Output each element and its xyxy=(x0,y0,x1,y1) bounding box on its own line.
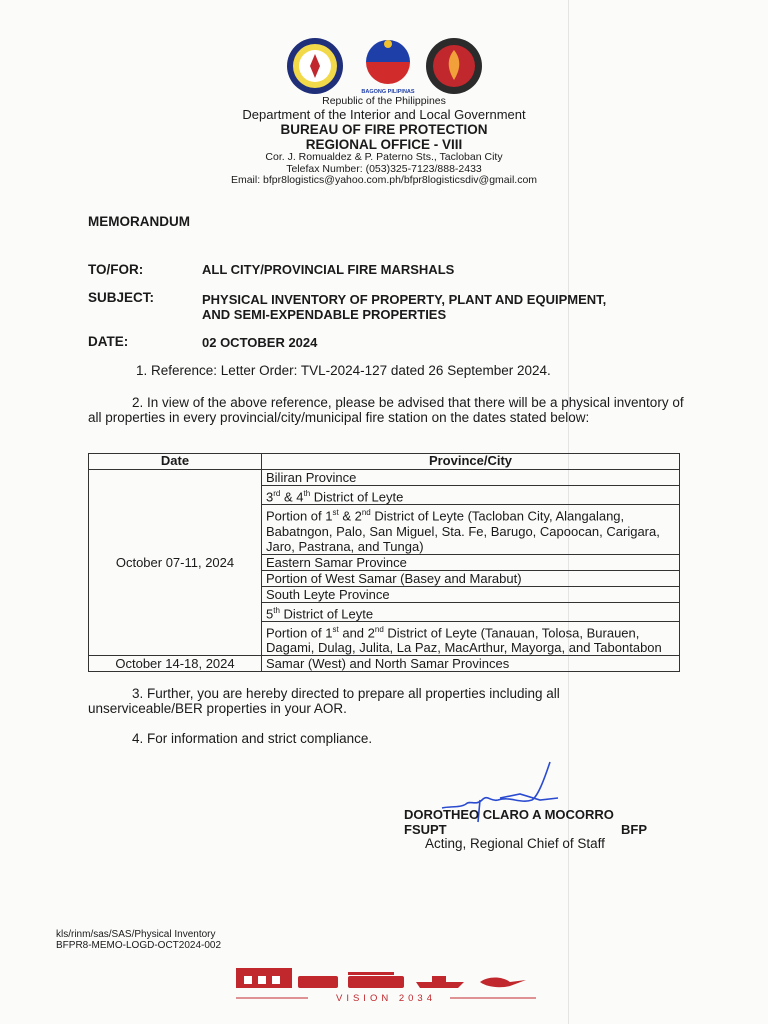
paragraph-2: 2. In view of the above reference, please be advised that there will be a physical inventory of all properties in every provincial/city/municipal fire station on the dates stated below: xyxy=(88,395,684,425)
header-telefax: Telefax Number: (053)325-7123/888-2433 xyxy=(286,163,482,175)
signatory-rank: FSUPT xyxy=(404,822,447,837)
table-cell-date-group-2: October 14-18, 2024 xyxy=(89,656,262,672)
header-department: Department of the Interior and Local Government xyxy=(242,107,526,122)
header-regional-office: REGIONAL OFFICE - VIII xyxy=(305,137,463,152)
svg-text:BAGONG PILIPINAS: BAGONG PILIPINAS xyxy=(361,89,415,95)
table-header-row xyxy=(89,454,680,470)
table-row xyxy=(89,470,680,486)
table-header-date: Date xyxy=(89,454,262,470)
table-cell-province: Portion of 1st and 2nd District of Leyte (Tanauan, Tolosa, Burauen, Dagami, Dulag, Julita, La Paz, MacArthur, Mayorga, and Tabontabon xyxy=(262,621,680,655)
subject-line-2: AND SEMI-EXPENDABLE PROPERTIES xyxy=(202,307,447,322)
to-label: TO/FOR: xyxy=(88,262,144,277)
bagong-pilipinas-logo xyxy=(360,36,418,96)
inventory-schedule-table xyxy=(88,453,680,672)
signatory-name: DOROTHEO CLARO A MOCORRO xyxy=(404,807,614,822)
header-bureau: BUREAU OF FIRE PROTECTION xyxy=(280,122,488,137)
table-row xyxy=(89,656,680,672)
table-cell-province: 5th District of Leyte xyxy=(262,602,680,621)
footnote-reference: kls/rinm/sas/SAS/Physical Inventory xyxy=(56,929,216,940)
header-address: Cor. J. Romualdez & P. Paterno Sts., Tacloban City xyxy=(265,151,503,163)
table-cell-province: Portion of 1st & 2nd District of Leyte (Tacloban City, Alangalang, Babatngon, Palo, San Miguel, Sta. Fe, Barugo, Capoocan, Carigara, Jaro, Pastrana, and Tunga) xyxy=(262,505,680,554)
to-value: ALL CITY/PROVINCIAL FIRE MARSHALS xyxy=(202,262,455,277)
header-logos xyxy=(284,36,484,96)
table-cell-province: 3rd & 4th District of Leyte xyxy=(262,486,680,505)
bfp-seal-logo xyxy=(284,36,350,96)
footnote-memo-code: BFPR8-MEMO-LOGD-OCT2024-002 xyxy=(56,940,222,951)
signatory-position: Acting, Regional Chief of Staff xyxy=(425,836,605,851)
subject-label: SUBJECT: xyxy=(88,290,155,305)
signatory-service: BFP xyxy=(621,822,647,837)
date-label: DATE: xyxy=(88,334,129,349)
paragraph-3: 3. Further, you are hereby directed to prepare all properties including all unserviceable/BER properties in your AOR. xyxy=(88,686,560,716)
subject-line-1: PHYSICAL INVENTORY OF PROPERTY, PLANT AND EQUIPMENT, xyxy=(202,292,607,307)
table-cell-province: Portion of West Samar (Basey and Marabut) xyxy=(262,570,680,586)
table-cell-province: Biliran Province xyxy=(262,470,680,486)
table-cell-province: Eastern Samar Province xyxy=(262,554,680,570)
table-cell-province: Samar (West) and North Samar Provinces xyxy=(262,656,680,672)
table-header-province: Province/City xyxy=(262,454,680,470)
paragraph-4: 4. For information and strict compliance. xyxy=(132,731,373,746)
header-email: Email: bfpr8logistics@yahoo.com.ph/bfpr8logisticsdiv@gmail.com xyxy=(230,174,538,186)
table-cell-date-group-1: October 07-11, 2024 xyxy=(89,470,262,656)
paragraph-1: 1. Reference: Letter Order: TVL-2024-127 dated 26 September 2024. xyxy=(136,363,551,378)
memo-title: MEMORANDUM xyxy=(88,214,190,229)
table-cell-province: South Leyte Province xyxy=(262,586,680,602)
vision-footer xyxy=(236,966,536,1006)
vision-2034-label: VISION 2034 xyxy=(336,993,436,1004)
regional-office-seal-logo xyxy=(424,36,484,96)
date-value: 02 OCTOBER 2024 xyxy=(202,335,318,350)
header-republic: Republic of the Philippines xyxy=(322,95,446,107)
